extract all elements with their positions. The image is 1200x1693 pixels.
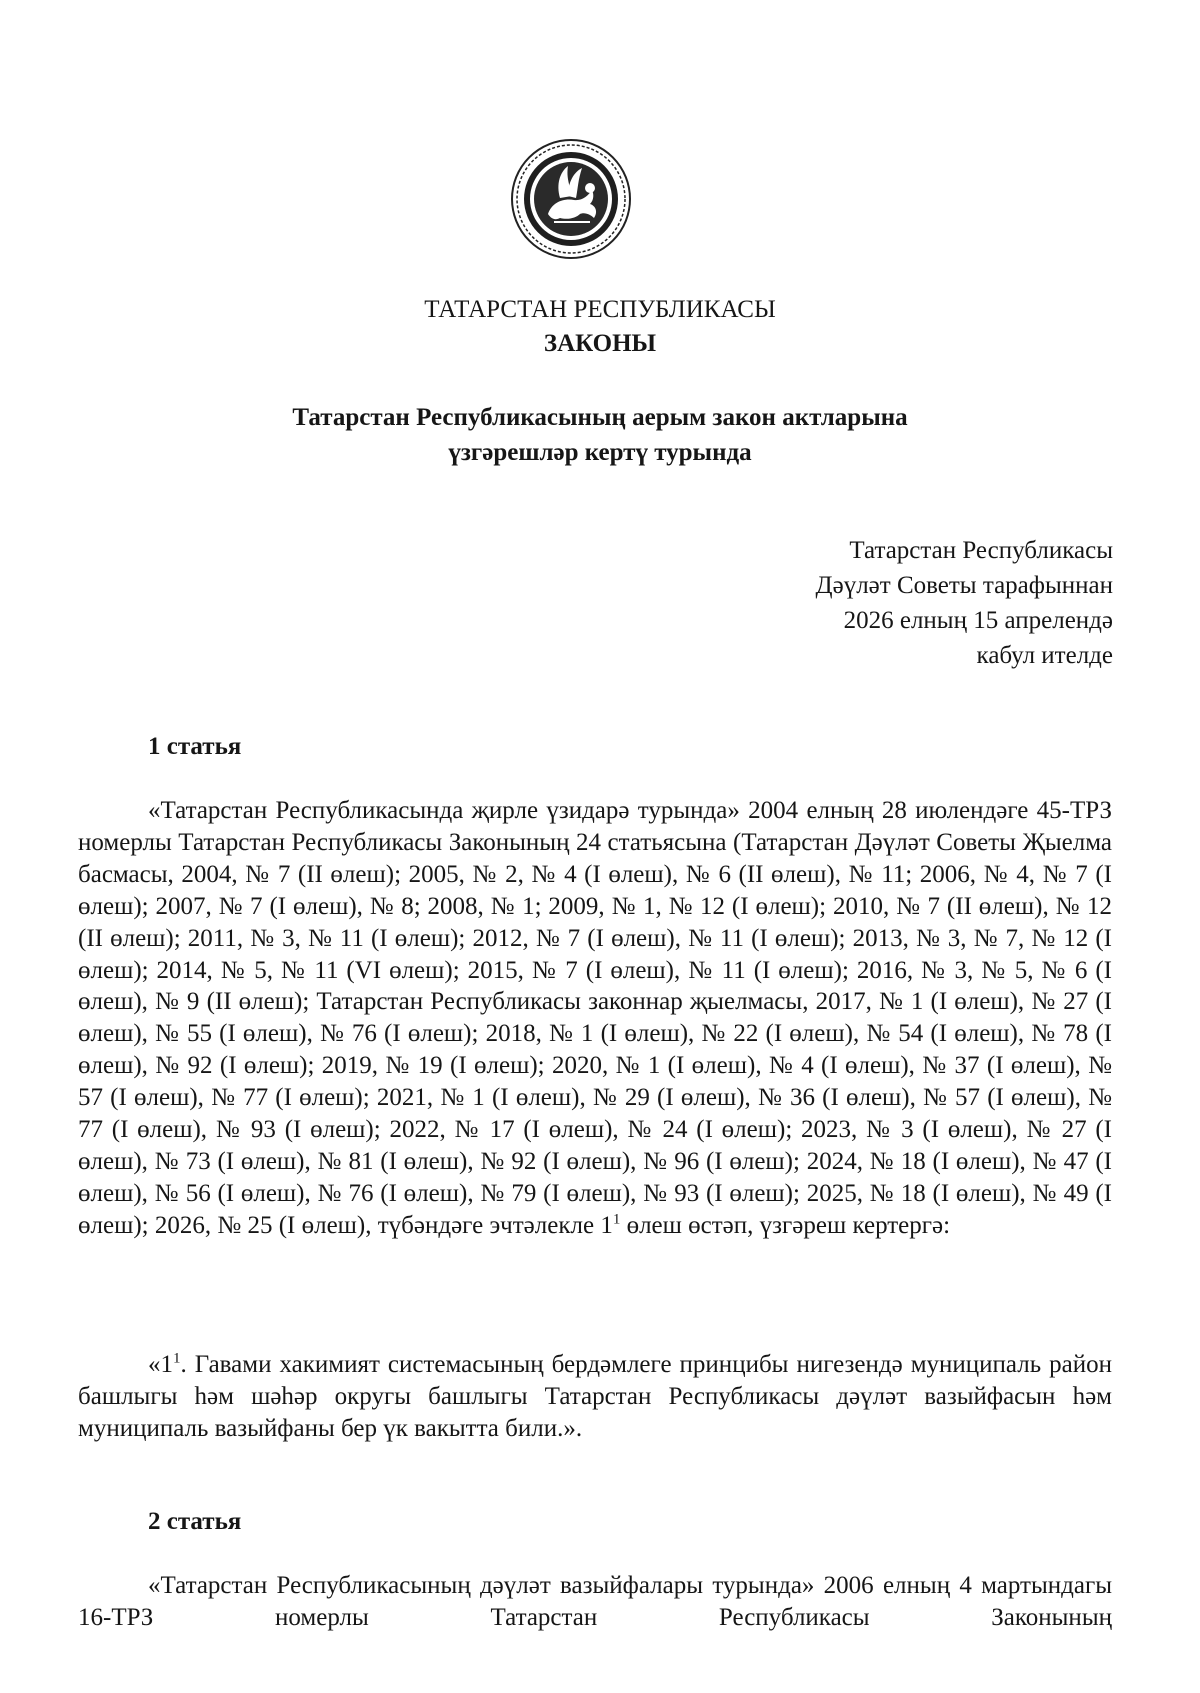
republic-name: ТАТАРСТАН РЕСПУБЛИКАСЫ: [424, 296, 776, 323]
adoption-line-2: Дәүләт Советы тарафыннан: [815, 572, 1113, 599]
article-1-paragraph: [78, 795, 1112, 1242]
tatarstan-coat-of-arms-icon: [510, 138, 632, 260]
superscript: 1: [612, 1211, 621, 1228]
quote-text: . Гавами хакимият системасының бердәмлеге принцибы нигезендә муниципаль район башлыгы һәм шәһәр округы башлыгы Татарстан Республикасы дәүләт вазыйфасын һәм муниципаль вазыйфаны бер үк вакытта били.».: [78, 1351, 1112, 1442]
adoption-line-1: Татарстан Республикасы: [849, 537, 1113, 564]
article-1-text: «Татарстан Республикасында җирле үзидарә турында» 2004 елның 28 июлендәге 45-ТРЗ номерлы Татарстан Республикасы Законының 24 статьясына (Татарстан Дәүләт Советы Җыелма басмасы, 2004, № 7 (II өлеш); 2005, № 2, № 4 (I өлеш), № 6 (II өлеш), № 11; 2006, № 4, № 7 (I өлеш); 2007, № 7 (I өлеш), № 8; 2008, № 1; 2009, № 1, № 12 (I өлеш); 2010, № 7 (II өлеш), № 12 (II өлеш); 2011, № 3, № 11 (I өлеш); 2012, № 7 (I өлеш), № 11 (I өлеш); 2013, № 3, № 7, № 12 (I өлеш); 2014, № 5, № 11 (VI өлеш); 2015, № 7 (I өлеш), № 11 (I өлеш); 2016, № 3, № 5, № 6 (I өлеш), № 9 (II өлеш); Татарстан Республикасы законнар җыелмасы, 2017, № 1 (I өлеш), № 27 (I өлеш), № 55 (I өлеш), № 76 (I өлеш); 2018, № 1 (I өлеш), № 22 (I өлеш), № 54 (I өлеш), № 78 (I өлеш), № 92 (I өлеш); 2019, № 19 (I өлеш); 2020, № 1 (I өлеш), № 4 (I өлеш), № 37 (I өлеш), № 57 (I өлеш), № 77 (I өлеш); 2021, № 1 (I өлеш), № 29 (I өлеш), № 36 (I өлеш), № 57 (I өлеш), № 77 (I өлеш), № 93 (I өлеш); 2022, № 17 (I өлеш), № 24 (I өлеш); 2023, № 3 (I өлеш), № 27 (I өлеш), № 73 (I өлеш), № 81 (I өлеш), № 92 (I өлеш), № 96 (I өлеш); 2024, № 18 (I өлеш), № 47 (I өлеш), № 56 (I өлеш), № 76 (I өлеш), № 79 (I өлеш), № 93 (I өлеш); 2025, № 18 (I өлеш), № 49 (I өлеш); 2026, № 25 (I өлеш), түбәндәге эчтәлекле 1: [78, 797, 1112, 1239]
article-1-heading: 1 статья: [148, 733, 242, 760]
adoption-note: [816, 533, 1113, 673]
quote-open: «1: [148, 1351, 173, 1378]
article-2-heading: 2 статья: [148, 1508, 242, 1535]
article-2-paragraph: [78, 1570, 1112, 1634]
adoption-line-3: 2026 елның 15 апрелендә: [843, 607, 1113, 634]
article-1-text-end: өлеш өстәп, үзгәреш кертергә:: [620, 1211, 951, 1239]
quote-superscript: 1: [173, 1350, 181, 1367]
document-type: ЗАКОНЫ: [543, 330, 657, 357]
article-1-quote: [78, 1349, 1112, 1445]
article-2-text: «Татарстан Республикасының дәүләт вазыйфалары турында» 2006 елның 4 мартындагы 16-ТРЗ номерлы Татарстан Республикасы Законының: [78, 1572, 1112, 1631]
law-title-line-1: Татарстан Республикасының аерым закон актларына: [292, 404, 908, 431]
adoption-line-4: кабул ителде: [976, 642, 1113, 669]
law-title-line-2: үзгәрешләр кертү турында: [448, 439, 752, 466]
